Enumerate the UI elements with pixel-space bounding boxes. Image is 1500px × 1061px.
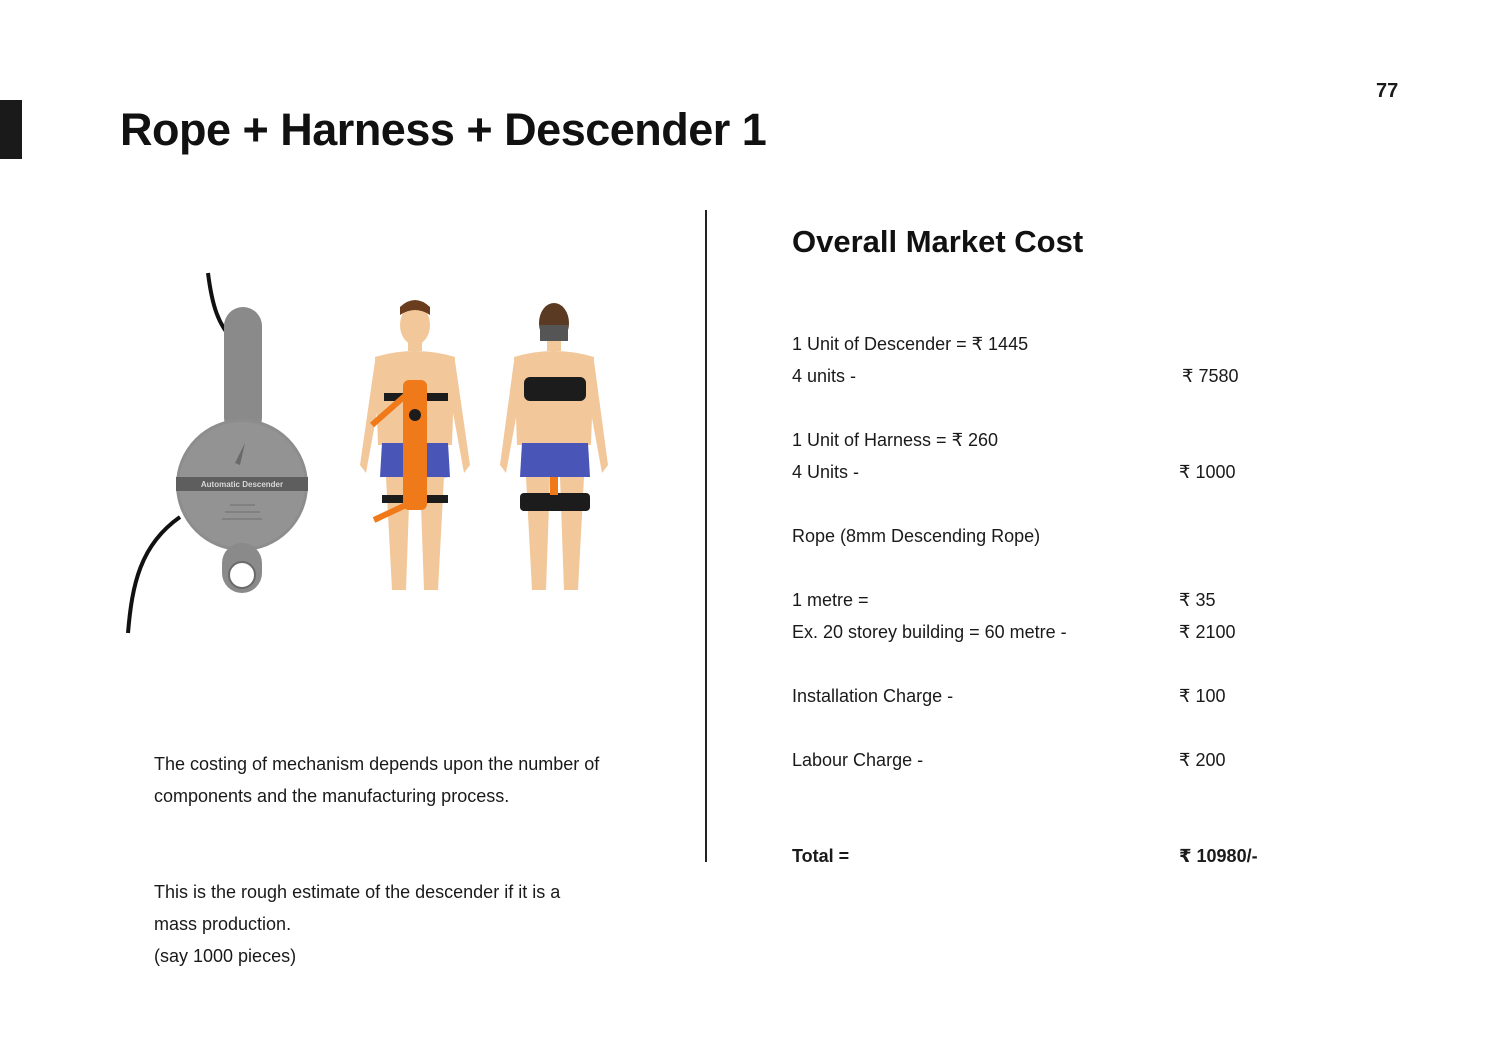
total-label: Total = — [792, 846, 850, 866]
harness-quantity: 4 Units - — [792, 462, 860, 482]
rope-example: Ex. 20 storey building = 60 metre - — [792, 622, 1067, 642]
page-number: 77 — [1376, 80, 1399, 102]
page-marker-bar — [0, 100, 22, 159]
description-paragraph-2: This is the rough estimate of the descender if it is a mass production. — [154, 882, 561, 934]
harness-unit-cost: 1 Unit of Harness = ₹ 260 — [792, 430, 999, 450]
descender-quantity: 4 units - — [792, 366, 857, 386]
harness-back-figure — [500, 303, 608, 590]
column-divider — [705, 210, 707, 862]
rope-example-amount: ₹ 2100 — [1179, 622, 1236, 642]
descender-unit-cost: 1 Unit of Descender = ₹ 1445 — [792, 334, 1029, 354]
rope-unit-cost: 1 metre = — [792, 590, 869, 610]
description-paragraph-1: The costing of mechanism depends upon the number of components and the manufacturing process. — [154, 754, 600, 806]
harness-front-figure — [360, 300, 470, 590]
labour-charge-amount: ₹ 200 — [1179, 750, 1226, 770]
descender-amount: ₹ 7580 — [1182, 366, 1239, 386]
descender-device — [176, 307, 308, 593]
installation-charge-label: Installation Charge - — [792, 686, 954, 706]
description-paragraph-3: (say 1000 pieces) — [154, 946, 297, 966]
descender-harness-illustration — [110, 265, 630, 645]
descender-label: Automatic Descender — [200, 480, 284, 489]
installation-charge-amount: ₹ 100 — [1179, 686, 1226, 706]
total-amount: ₹ 10980/- — [1179, 846, 1258, 866]
labour-charge-label: Labour Charge - — [792, 750, 924, 770]
rope-unit-amount: ₹ 35 — [1179, 590, 1216, 610]
harness-amount: ₹ 1000 — [1179, 462, 1236, 482]
rope-heading: Rope (8mm Descending Rope) — [792, 526, 1041, 546]
rope-bottom — [128, 517, 180, 633]
page-title: Rope + Harness + Descender 1 — [120, 104, 767, 155]
cost-section-title: Overall Market Cost — [792, 224, 1084, 259]
